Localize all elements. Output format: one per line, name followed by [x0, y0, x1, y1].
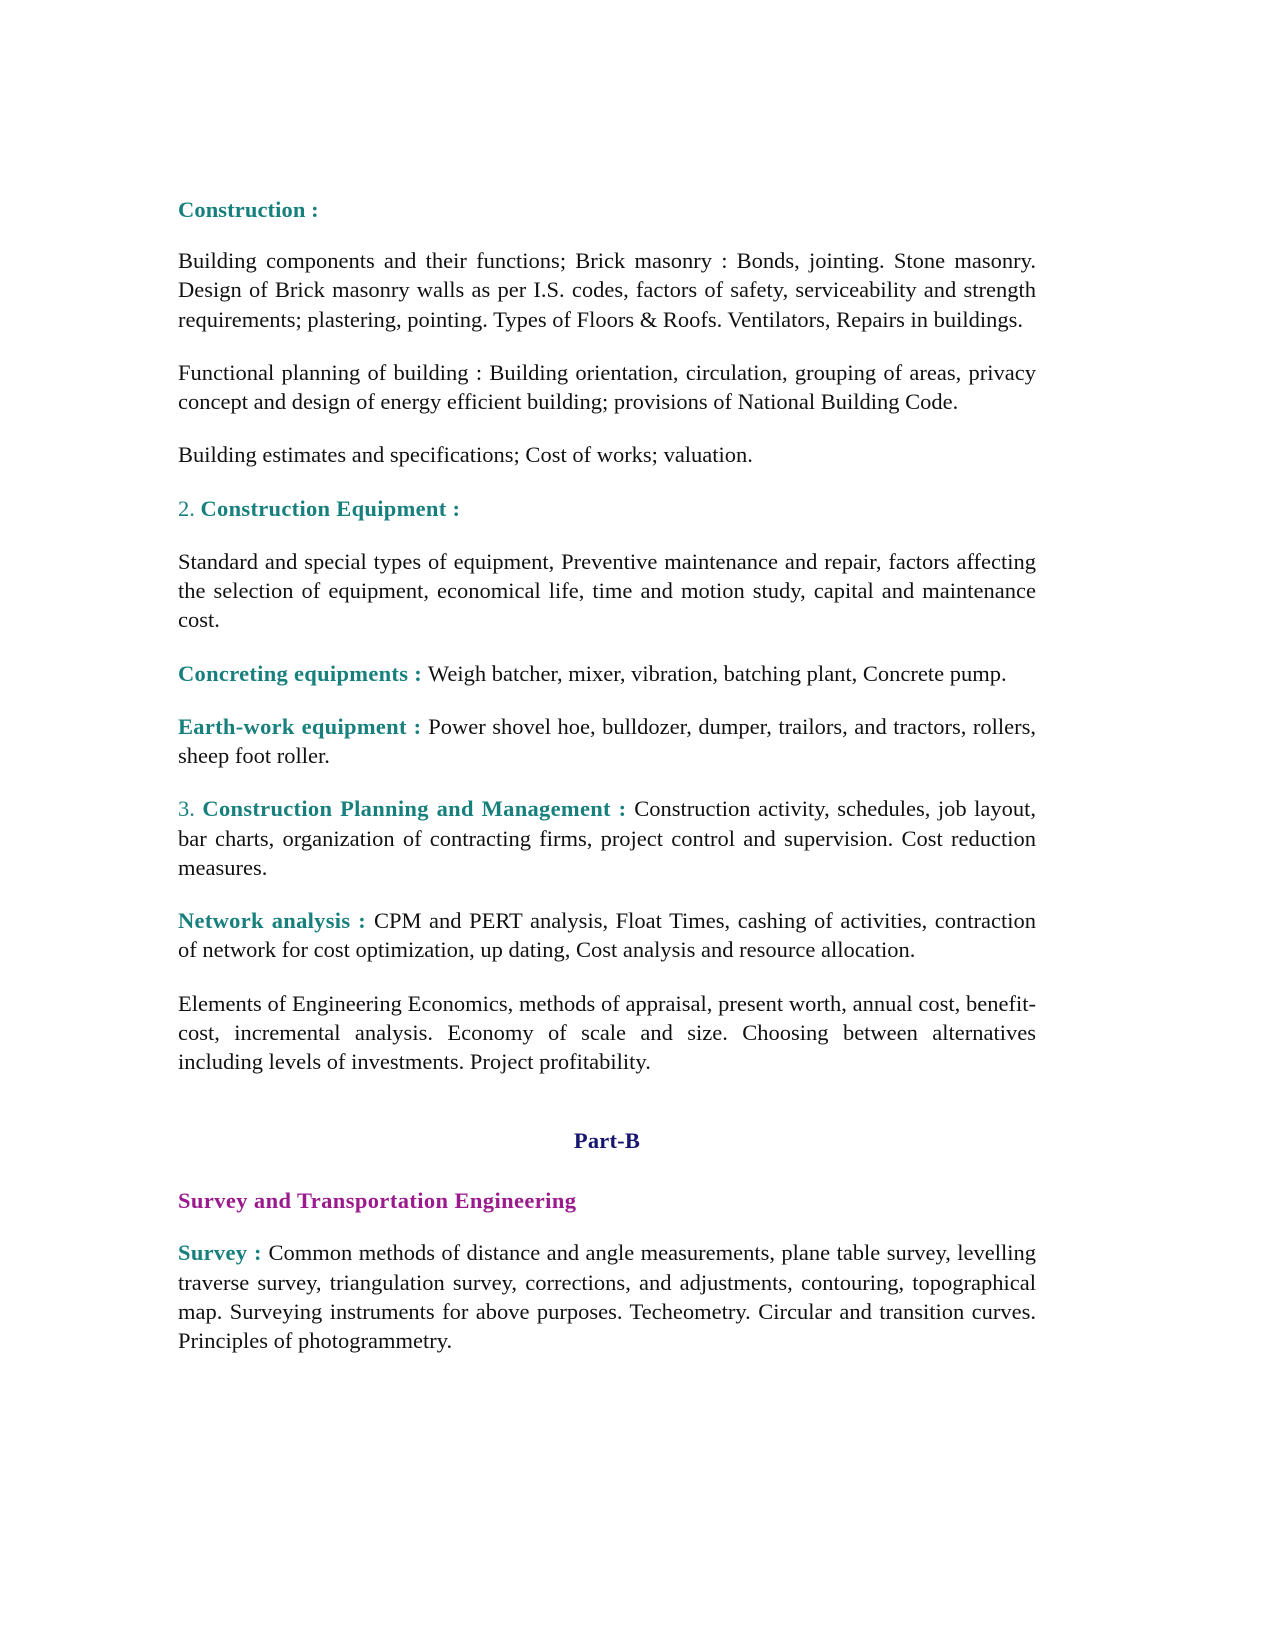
paragraph-network-analysis — [178, 906, 1036, 965]
paragraph-survey — [178, 1238, 1036, 1355]
paragraph-engineering-economics: Elements of Engineering Economics, methods of appraisal, present worth, annual cost, benefit-cost, incremental analysis. Economy of scale and size. Choosing between alternatives including levels of investments. Project profitability. — [178, 990, 1036, 1075]
text-survey: Common methods of distance and angle measurements, plane table survey, levelling traverse survey, triangulation survey, corrections, and adjustments, contouring, topographical map. Surveying instruments for above purposes. Techeometry. Circular and transition curves. Principles of photogrammetry. — [178, 1240, 1036, 1354]
text-earthwork-equipment: Power shovel hoe, bulldozer, dumper, trailors, and tractors, rollers, sheep foot roller. — [178, 713, 1036, 769]
paragraph-construction-1: Building components and their functions; Brick masonry : Bonds, jointing. Stone masonry. Design of Brick masonry walls as per I.S. codes, factors of safety, serviceability and strength requirements; plastering, pointing. Types of Floors & Roofs. Ventilators, Repairs in buildings. — [178, 248, 1036, 332]
section-number-2: 2. — [178, 495, 201, 521]
lead-network-analysis: Network analysis : — [178, 908, 374, 934]
paragraph-concreting-equipments — [178, 659, 1036, 688]
paragraph-construction-equipment-1: Standard and special types of equipment, Preventive maintenance and repair, factors affecting the selection of equipment, economical life, time and motion study, capital and maintenance cost. — [178, 548, 1036, 633]
lead-concreting-equipments: Concreting equipments : — [178, 660, 428, 686]
section-heading-construction-equipment — [178, 494, 1036, 523]
text-network-analysis: CPM and PERT analysis, Float Times, cashing of activities, contraction of network for cost optimization, up dating, Cost analysis and resource allocation. — [178, 908, 1037, 963]
lead-survey: Survey : — [178, 1240, 269, 1266]
paragraph-construction-planning — [178, 794, 1036, 882]
lead-earthwork-equipment: Earth-work equipment : — [178, 713, 429, 739]
lead-construction-planning: Construction Planning and Management : — [202, 796, 635, 822]
section-heading-construction: Construction : — [178, 197, 319, 222]
section-number-3: 3. — [178, 796, 203, 822]
text-construction-planning: Construction activity, schedules, job layout, bar charts, organization of contracting firms, project control and supervision. Cost reduction measures. — [178, 796, 1036, 880]
text-concreting-equipments: Weigh batcher, mixer, vibration, batching plant, Concrete pump. — [427, 660, 1007, 686]
part-b-title: Survey and Transportation Engineering — [178, 1188, 577, 1214]
document-content — [178, 196, 1036, 1355]
paragraph-earthwork-equipment — [178, 712, 1036, 771]
part-b-label: Part-B — [573, 1128, 641, 1154]
paragraph-construction-3: Building estimates and specifications; Cost of works; valuation. — [178, 442, 753, 468]
section-heading-label-construction-equipment: Construction Equipment : — [200, 495, 461, 521]
paragraph-construction-2: Functional planning of building : Building orientation, circulation, grouping of areas, privacy concept and design of energy efficient building; provisions of National Building Code. — [178, 359, 1036, 415]
